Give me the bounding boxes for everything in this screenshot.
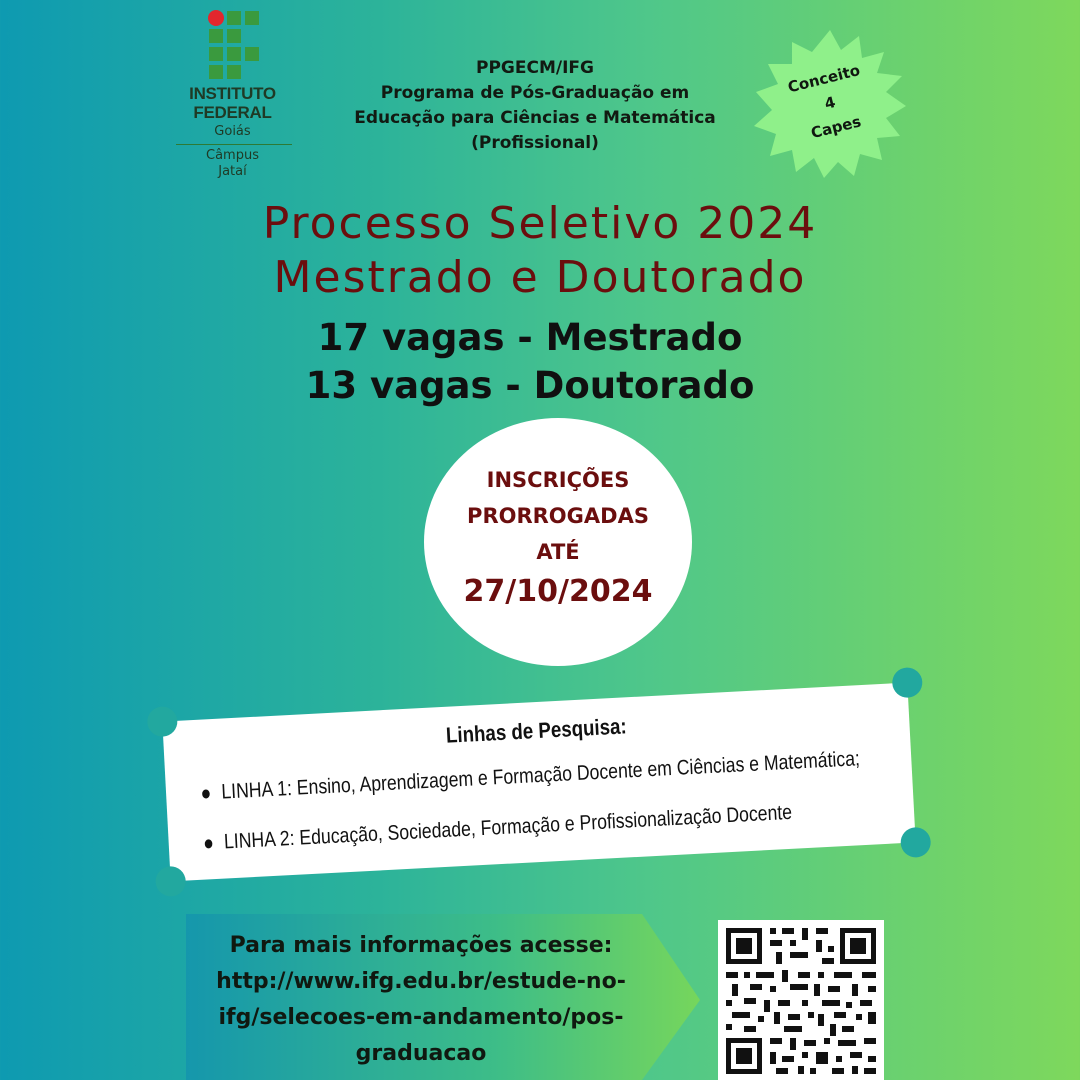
- program-acronym: PPGECM/IFG: [476, 58, 594, 78]
- page-title: Processo Seletivo 2024: [262, 198, 818, 249]
- research-lines-card: [162, 683, 915, 882]
- logo-divider: [176, 144, 292, 145]
- vagas-doutorado: 13 vagas - Doutorado: [305, 364, 755, 407]
- logo-text-federal: FEDERAL: [193, 103, 272, 122]
- logo-campus-label: Câmpus: [206, 148, 259, 163]
- info-url-line2[interactable]: ifg/selecoes-em-andamento/pos-: [218, 1005, 624, 1030]
- logo-campus-name: Jataí: [218, 164, 247, 179]
- logo-state: Goiás: [214, 124, 251, 139]
- badge-label: Conceito: [785, 60, 862, 96]
- info-text: [186, 928, 656, 1072]
- research-line-item: [204, 801, 792, 856]
- deadline-date: 27/10/2024: [463, 574, 653, 609]
- info-url-line3[interactable]: graduacao: [355, 1041, 487, 1066]
- program-name-line2: Educação para Ciências e Matemática: [354, 108, 716, 128]
- info-banner: [186, 914, 700, 1080]
- ticket-notch: [147, 706, 179, 738]
- vagas-mestrado: 17 vagas - Mestrado: [317, 316, 743, 359]
- qr-code-graphic: [718, 920, 884, 1080]
- program-type: (Profissional): [471, 133, 599, 153]
- program-name-line1: Programa de Pós-Graduação em: [380, 83, 690, 103]
- ticket-notch: [900, 827, 932, 859]
- bullet-icon: [205, 839, 213, 848]
- logo-text-instituto: INSTITUTO: [189, 84, 276, 103]
- registration-deadline-badge: [424, 418, 692, 666]
- info-url-line1[interactable]: http://www.ifg.edu.br/estude-no-: [216, 969, 626, 994]
- ticket-notch: [155, 866, 187, 898]
- ticket-notch: [892, 667, 924, 699]
- inscricoes-label: INSCRIÇÕES: [486, 468, 630, 492]
- capes-badge: [752, 28, 908, 178]
- badge-value: 4: [822, 92, 838, 113]
- institute-logo: [170, 10, 295, 185]
- research-lines-title: Linhas de Pesquisa:: [445, 713, 628, 748]
- info-heading: Para mais informações acesse:: [229, 933, 613, 958]
- prorrogadas-label: PRORROGADAS: [467, 504, 649, 528]
- bullet-icon: [202, 789, 210, 798]
- page-subtitle: Mestrado e Doutorado: [273, 252, 807, 303]
- program-header: [320, 56, 750, 156]
- qr-code-icon[interactable]: [718, 920, 884, 1080]
- badge-source: Capes: [809, 111, 863, 142]
- research-line-text: LINHA 2: Educação, Sociedade, Formação e Profissionalização Docente: [223, 800, 793, 854]
- logo-campus: [170, 148, 295, 180]
- ate-label: ATÉ: [536, 540, 580, 564]
- research-line-text: LINHA 1: Ensino, Aprendizagem e Formação Docente em Ciências e Matemática;: [220, 747, 861, 804]
- logo-grid-icon: [208, 10, 260, 80]
